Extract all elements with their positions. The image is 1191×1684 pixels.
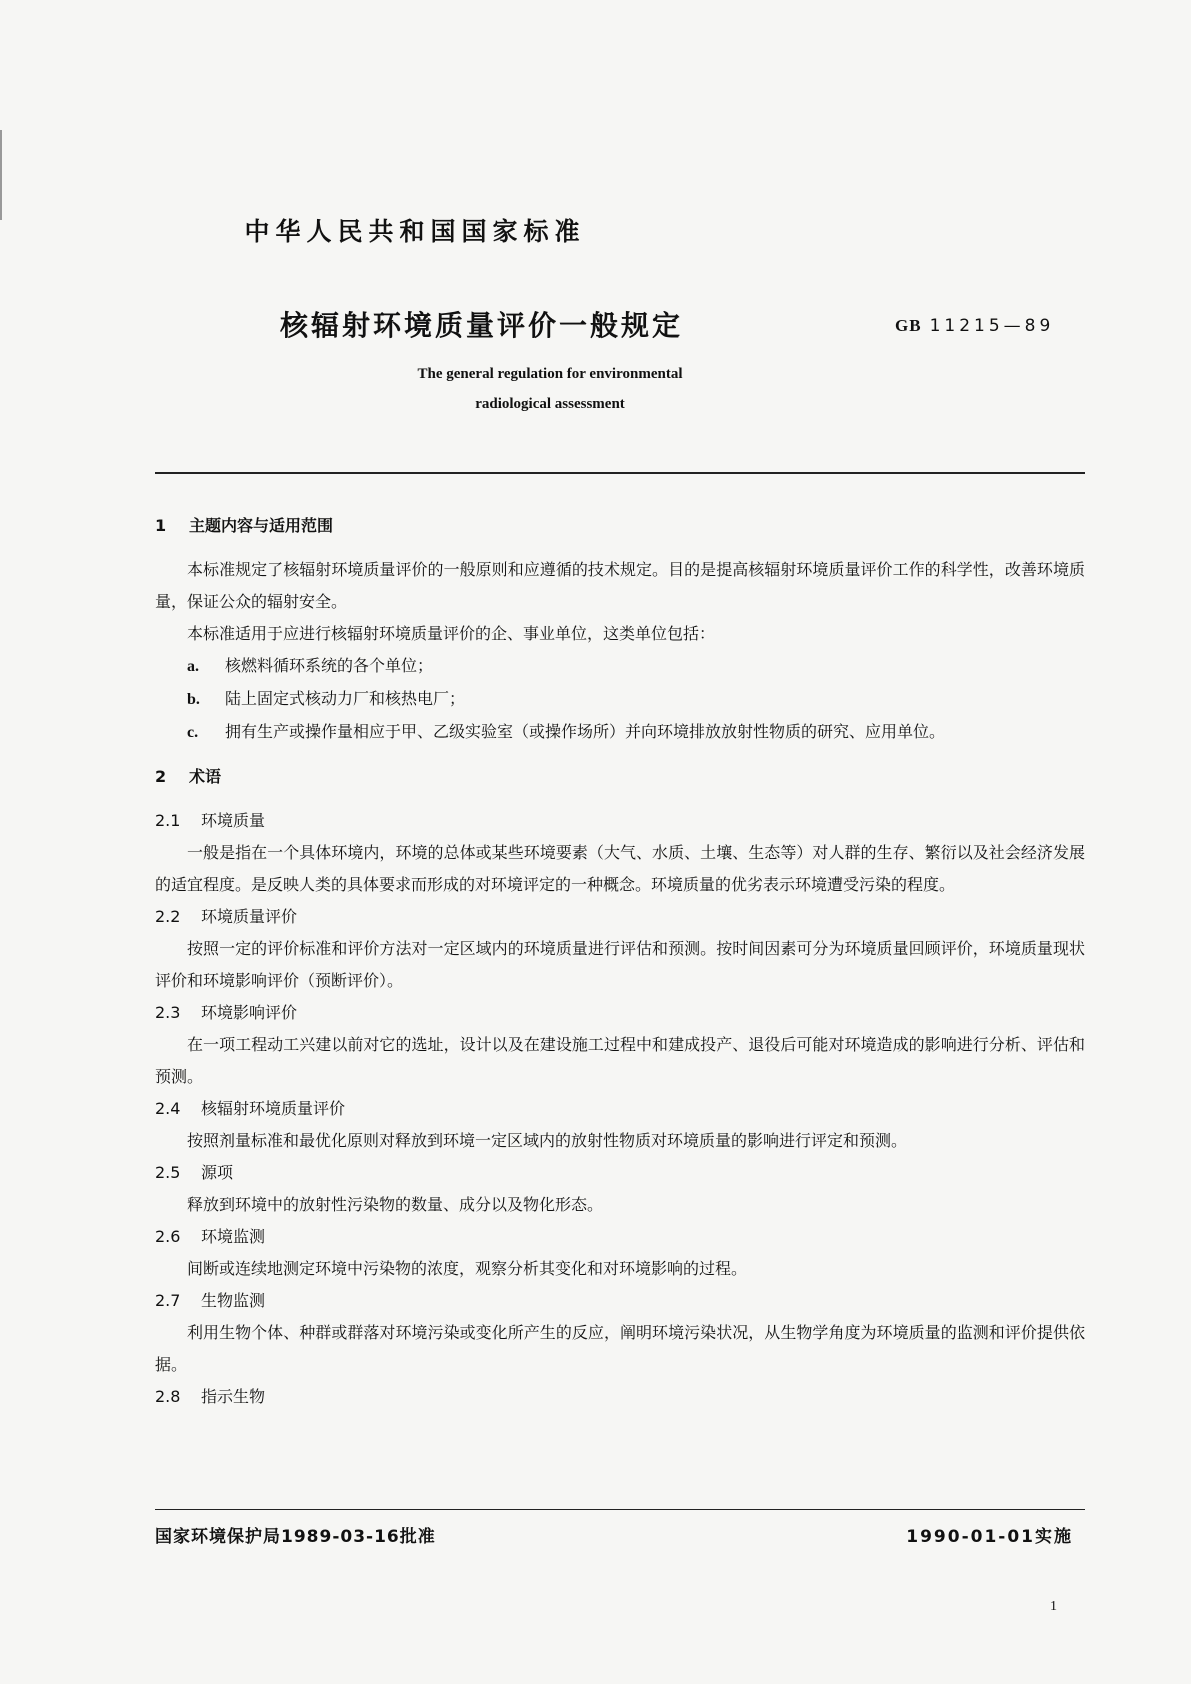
term-definition: 按照剂量标准和最优化原则对释放到环境一定区域内的放射性物质对环境质量的影响进行评定和预测。 — [187, 1131, 908, 1150]
term-heading — [155, 1157, 1085, 1189]
section-number: 2 — [155, 767, 167, 786]
page-number: 1 — [1050, 1599, 1057, 1614]
term-title: 环境质量 — [201, 811, 266, 830]
term-title: 环境影响评价 — [201, 1003, 298, 1022]
document-body — [155, 510, 1085, 1413]
term-number: 2.2 — [155, 907, 181, 926]
approval-line: 国家环境保护局1989-03-16批准 — [155, 1527, 436, 1547]
national-standard-title: 中华人民共和国国家标准 — [244, 217, 586, 246]
footer-divider — [155, 1509, 1085, 1510]
standard-title-en-line1: The general regulation for environmental — [417, 366, 683, 382]
term-heading — [155, 997, 1085, 1029]
term-title: 源项 — [201, 1163, 234, 1182]
section-heading — [155, 510, 1085, 542]
term-title: 环境监测 — [201, 1227, 266, 1246]
term-definition: 按照一定的评价标准和评价方法对一定区域内的环境质量进行评估和预测。按时间因素可分为环境质量回顾评价，环境质量现状评价和环境影响评价（预断评价）。 — [155, 939, 1085, 990]
paragraph: 本标准适用于应进行核辐射环境质量评价的企、事业单位，这类单位包括： — [187, 624, 716, 643]
list-item-label: a. — [187, 658, 199, 675]
term-number: 2.4 — [155, 1099, 181, 1118]
term-definition: 在一项工程动工兴建以前对它的选址，设计以及在建设施工过程中和建成投产、退役后可能对环境造成的影响进行分析、评估和预测。 — [155, 1035, 1085, 1086]
header-divider — [155, 472, 1085, 474]
term-definition: 释放到环境中的放射性污染物的数量、成分以及物化形态。 — [187, 1195, 604, 1214]
section-title: 术语 — [189, 767, 222, 786]
standard-code — [895, 316, 1054, 336]
effective-date: 1990-01-01实施 — [906, 1527, 1073, 1547]
list-item — [155, 650, 1085, 683]
term-title: 核辐射环境质量评价 — [201, 1099, 346, 1118]
section-title: 主题内容与适用范围 — [189, 516, 334, 535]
standard-title-en-line2: radiological assessment — [475, 396, 625, 412]
list-item-label: b. — [187, 691, 200, 708]
term-title: 指示生物 — [201, 1387, 266, 1406]
list-item — [155, 716, 1085, 749]
term-number: 2.7 — [155, 1291, 181, 1310]
term-heading — [155, 1093, 1085, 1125]
standard-code-prefix: GB — [895, 316, 922, 335]
term-heading — [155, 1285, 1085, 1317]
term-title: 生物监测 — [201, 1291, 266, 1310]
term-heading — [155, 1381, 1085, 1413]
list-item-label: c. — [187, 724, 199, 741]
list-item-text: 拥有生产或操作量相应于甲、乙级实验室（或操作场所）并向环境排放放射性物质的研究、应用单位。 — [225, 722, 946, 741]
term-number: 2.8 — [155, 1387, 181, 1406]
list-item-text: 陆上固定式核动力厂和核热电厂； — [225, 689, 466, 708]
paragraph: 本标准规定了核辐射环境质量评价的一般原则和应遵循的技术规定。目的是提高核辐射环境质量评价工作的科学性，改善环境质量，保证公众的辐射安全。 — [155, 560, 1085, 611]
list-item-text: 核燃料循环系统的各个单位； — [225, 656, 434, 675]
term-number: 2.5 — [155, 1163, 181, 1182]
term-number: 2.1 — [155, 811, 181, 830]
term-definition: 一般是指在一个具体环境内，环境的总体或某些环境要素（大气、水质、土壤、生态等）对人群的生存、繁衍以及社会经济发展的适宜程度。是反映人类的具体要求而形成的对环境评定的一种概念。环境质量的优劣表示环境遭受污染的程度。 — [155, 843, 1085, 894]
term-title: 环境质量评价 — [201, 907, 298, 926]
term-heading — [155, 1221, 1085, 1253]
term-definition: 间断或连续地测定环境中污染物的浓度，观察分析其变化和对环境影响的过程。 — [187, 1259, 748, 1278]
list-item — [155, 683, 1085, 716]
standard-title-cn: 核辐射环境质量评价一般规定 — [280, 309, 684, 342]
term-number: 2.6 — [155, 1227, 181, 1246]
section-number: 1 — [155, 516, 167, 535]
term-heading — [155, 901, 1085, 933]
term-definition: 利用生物个体、种群或群落对环境污染或变化所产生的反应，阐明环境污染状况，从生物学角度为环境质量的监测和评价提供依据。 — [155, 1323, 1085, 1374]
term-number: 2.3 — [155, 1003, 181, 1022]
scan-edge-mark — [0, 130, 2, 220]
standard-code-number: 11215—89 — [929, 316, 1055, 336]
term-heading — [155, 805, 1085, 837]
section-heading — [155, 761, 1085, 793]
